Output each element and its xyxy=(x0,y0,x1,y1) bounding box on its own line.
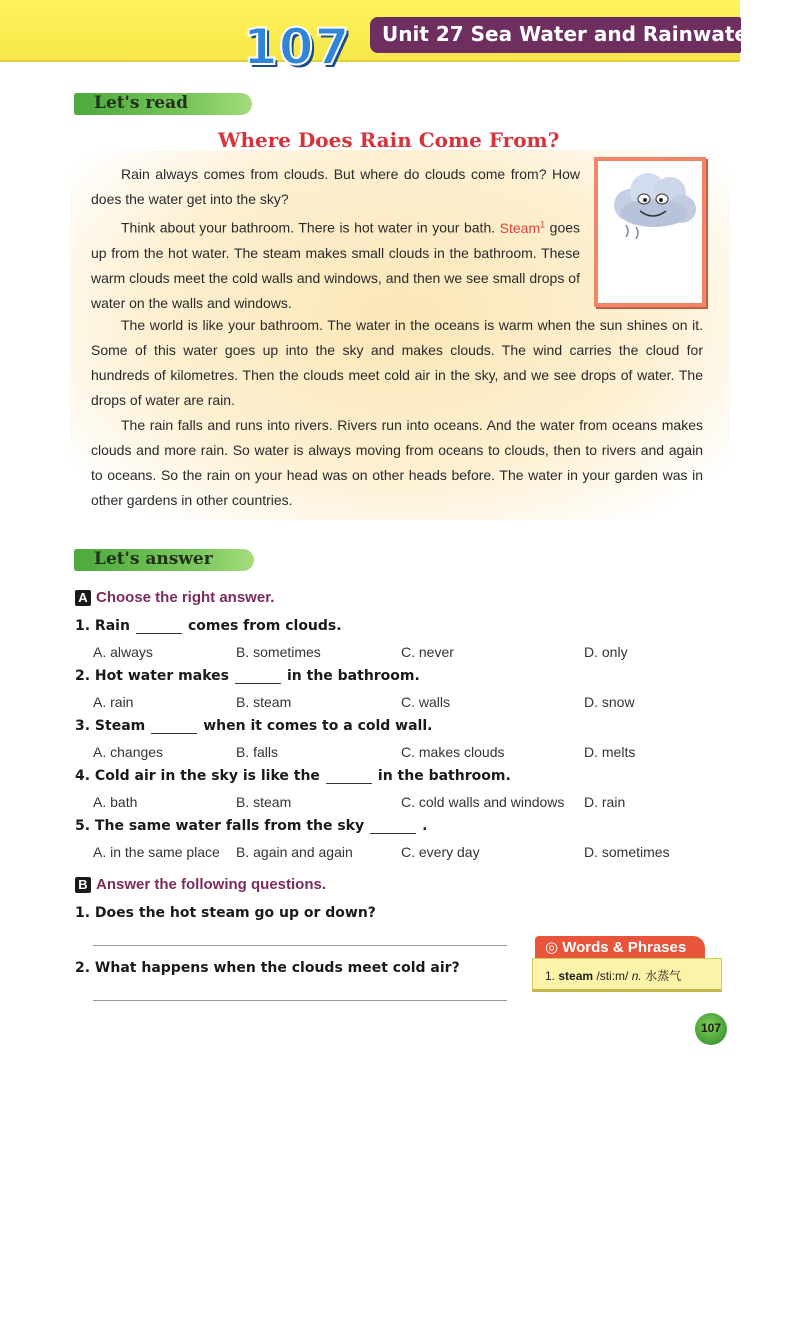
option-d[interactable]: D. sometimes xyxy=(584,844,670,860)
section-b-badge: B xyxy=(75,877,91,893)
option-a[interactable]: A. changes xyxy=(93,744,164,760)
option-d[interactable]: D. only xyxy=(584,644,628,660)
option-d[interactable]: D. snow xyxy=(584,694,635,710)
steam-word: Steam xyxy=(499,219,541,236)
option-b[interactable]: B. steam xyxy=(236,694,292,710)
answer-blank[interactable] xyxy=(136,620,182,634)
page-number-header: 107 xyxy=(243,18,351,76)
vocab-number: 1. xyxy=(545,969,556,983)
question-text: 4. Cold air in the sky is like the xyxy=(75,768,320,784)
option-b[interactable]: B. again and again xyxy=(236,844,353,860)
question-text: in the bathroom. xyxy=(377,768,511,784)
paragraph-2-continued: goes up from the hot water. The steam makes small clouds in the bathroom. These warm clouds meet the cold walls and windows, and then we see small drops of water on the walls and windows. xyxy=(91,219,581,311)
article-title: Where Does Rain Come From? xyxy=(218,128,560,152)
steam-footnote: 1 xyxy=(540,219,546,229)
question-text: . xyxy=(422,818,428,834)
vocab-entry xyxy=(545,968,681,984)
option-d[interactable]: D. melts xyxy=(584,744,636,760)
question-text: 3. Steam xyxy=(75,718,146,734)
answer-blank[interactable] xyxy=(326,770,372,784)
question-text: comes from clouds. xyxy=(187,618,342,634)
paragraph-4: The rain falls and runs into rivers. Rivers run into oceans. And the water from oceans makes clouds and more rain. So water is always moving from oceans to clouds, then to rivers and again to oceans. So the rain on your head was on other heads before. The water in your garden was in other gardens in other countries. xyxy=(91,417,703,508)
answer-blank[interactable] xyxy=(235,670,281,684)
answer-blank[interactable] xyxy=(151,720,197,734)
cloud-picture-frame xyxy=(594,157,706,307)
option-c[interactable]: C. makes clouds xyxy=(401,744,505,760)
lets-read-label: Let's read xyxy=(94,93,188,113)
option-a[interactable]: A. bath xyxy=(93,794,138,810)
section-a-heading: Choose the right answer. xyxy=(96,589,275,606)
question-a-1 xyxy=(75,616,342,636)
option-a[interactable]: A. in the same place xyxy=(93,844,220,860)
question-a-4 xyxy=(75,766,511,786)
option-b[interactable]: B. falls xyxy=(236,744,279,760)
words-phrases-title: ◎ Words & Phrases xyxy=(545,939,687,956)
answer-line-1[interactable] xyxy=(93,945,507,946)
smiling-cloud-icon xyxy=(606,169,702,249)
question-a-3 xyxy=(75,716,432,736)
question-text: 5. The same water falls from the sky xyxy=(75,818,365,834)
option-d[interactable]: D. rain xyxy=(584,794,626,810)
paragraph-2 xyxy=(91,212,580,316)
question-a-5 xyxy=(75,816,427,836)
option-c[interactable]: C. every day xyxy=(401,844,480,860)
option-a[interactable]: A. rain xyxy=(93,694,134,710)
lets-answer-label: Let's answer xyxy=(94,549,213,569)
question-text: in the bathroom. xyxy=(286,668,420,684)
vocab-phonetic: /sti:m/ xyxy=(596,969,629,983)
question-b-1: 1. Does the hot steam go up or down? xyxy=(75,905,376,921)
paragraph-3: The world is like your bathroom. The water in the oceans is warm when the sun shines on it. Some of this water goes up into the sky and makes clouds. The wind carries the cloud for hundreds of kilometres. Then the clouds meet cold air in the sky, and we see drops of water. The drops of water are rain. xyxy=(91,317,703,408)
question-text: when it comes to a cold wall. xyxy=(203,718,433,734)
option-b[interactable]: B. sometimes xyxy=(236,644,321,660)
question-a-2 xyxy=(75,666,420,686)
option-c[interactable]: C. walls xyxy=(401,694,451,710)
option-b[interactable]: B. steam xyxy=(236,794,292,810)
question-b-2: 2. What happens when the clouds meet cold air? xyxy=(75,960,460,976)
question-text: 2. Hot water makes xyxy=(75,668,229,684)
option-a[interactable]: A. always xyxy=(93,644,153,660)
section-a-badge: A xyxy=(75,590,91,606)
section-b-heading: Answer the following questions. xyxy=(96,876,327,893)
steam-highlight xyxy=(500,220,545,236)
vocab-meaning: 水蒸气 xyxy=(645,969,682,983)
vocab-word: steam xyxy=(558,969,594,983)
option-c[interactable]: C. never xyxy=(401,644,454,660)
paragraph-1: Rain always comes from clouds. But where do clouds come from? How does the water get into the sky? xyxy=(91,166,580,207)
vocab-pos: n. xyxy=(631,969,642,983)
paragraph-2-text: Think about your bathroom. There is hot water in your bath. xyxy=(121,219,496,236)
answer-line-2[interactable] xyxy=(93,1000,507,1001)
answer-blank[interactable] xyxy=(370,820,416,834)
option-c[interactable]: C. cold walls and windows xyxy=(401,794,565,810)
question-text: 1. Rain xyxy=(75,618,130,634)
page-number-footer: 107 xyxy=(700,1021,722,1035)
unit-title: Unit 27 Sea Water and Rainwater xyxy=(382,22,758,46)
